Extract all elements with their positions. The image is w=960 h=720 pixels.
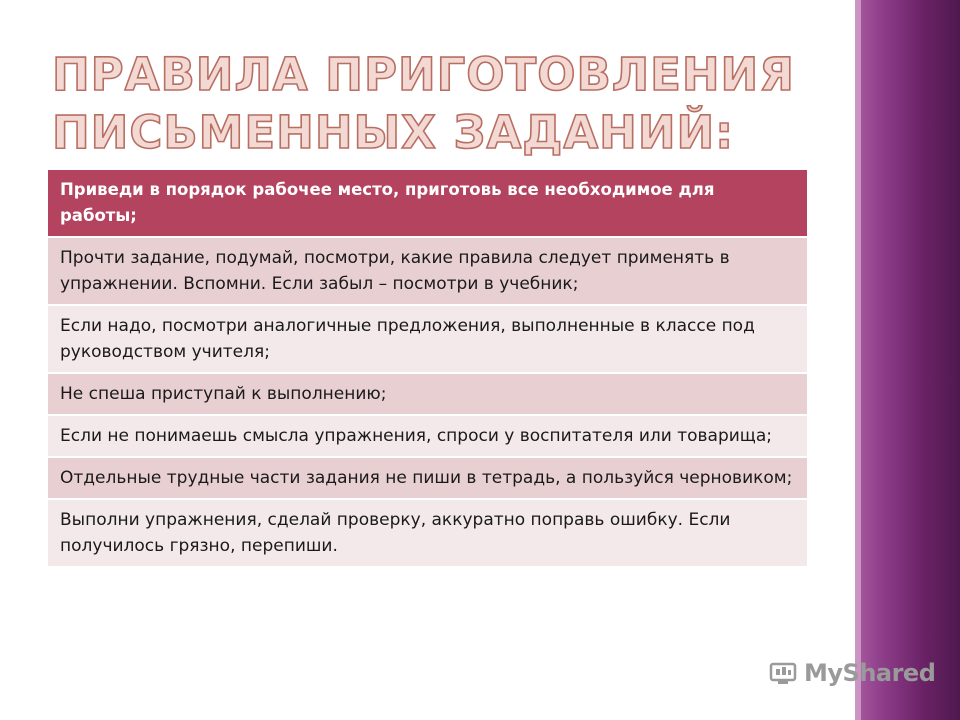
rule-row-2: Прочти задание, подумай, посмотри, какие правила следует применять в упражнении. Вспомни. Если забыл – посмотри в учебник; bbox=[48, 238, 807, 306]
watermark bbox=[768, 658, 935, 688]
rule-row-1: Приведи в порядок рабочее место, приготовь все необходимое для работы; bbox=[48, 170, 807, 238]
side-decoration-band bbox=[855, 0, 960, 720]
watermark-text: MyShared bbox=[804, 659, 936, 687]
rule-row-3: Если надо, посмотри аналогичные предложения, выполненные в классе под руководством учителя; bbox=[48, 306, 807, 374]
rule-row-4: Не спеша приступай к выполнению; bbox=[48, 374, 807, 416]
rules-table bbox=[48, 170, 807, 568]
side-band-stripe bbox=[855, 0, 861, 720]
rule-row-7: Выполни упражнения, сделай проверку, аккуратно поправь ошибку. Если получилось грязно, перепиши. bbox=[48, 500, 807, 568]
myshared-logo-icon bbox=[768, 658, 798, 688]
slide-title: ПРАВИЛА ПРИГОТОВЛЕНИЯ ПИСЬМЕННЫХ ЗАДАНИЙ: bbox=[52, 48, 795, 159]
rule-row-5: Если не понимаешь смысла упражнения, спроси у воспитателя или товарища; bbox=[48, 416, 807, 458]
rule-row-6: Отдельные трудные части задания не пиши в тетрадь, а пользуйся черновиком; bbox=[48, 458, 807, 500]
